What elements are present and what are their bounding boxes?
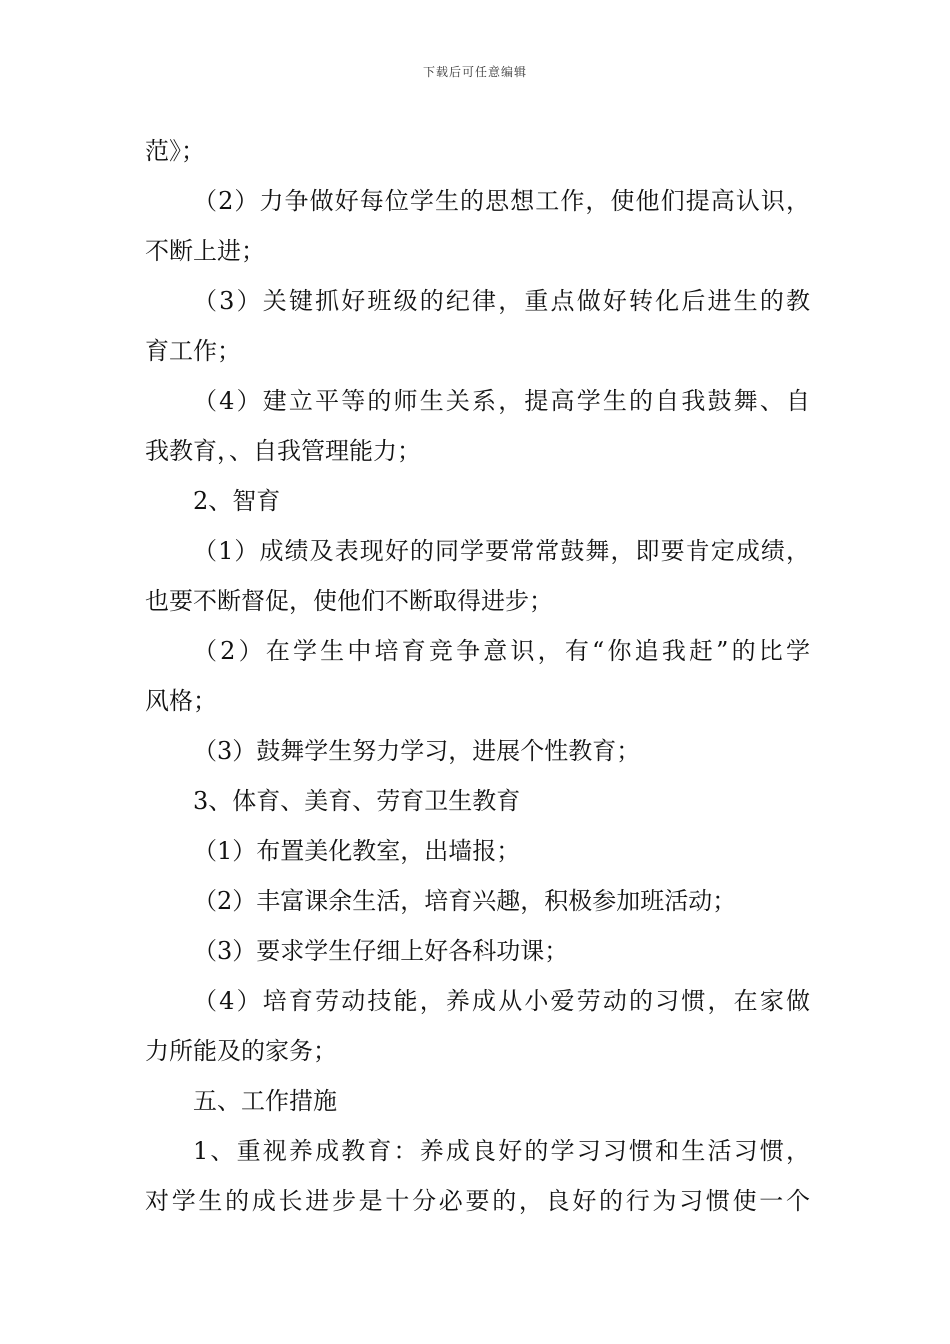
paragraph-line: （3）鼓舞学生努力学习，进展个性教育； (193, 737, 641, 765)
paragraph-line: （1）布置美化教室，出墙报； (193, 837, 521, 865)
section-heading: 五、工作措施 (193, 1087, 337, 1115)
paragraph-line: 风格； (145, 687, 217, 715)
paragraph-line: 1、重视养成教育：养成良好的学习习惯和生活习惯， (193, 1137, 810, 1165)
page-header: 下载后可任意编辑 (422, 65, 527, 79)
paragraph-line: 不断上进； (145, 237, 265, 265)
paragraph-line: （2）在学生中培育竞争意识，有“你追我赶”的比学 (193, 637, 810, 665)
paragraph-line: 也要不断督促，使他们不断取得进步； (145, 587, 553, 615)
paragraph-line: 力所能及的家务； (145, 1037, 337, 1065)
paragraph-line: （1）成绩及表现好的同学要常常鼓舞，即要肯定成绩， (193, 537, 810, 565)
paragraph-line: （3）要求学生仔细上好各科功课； (193, 937, 569, 965)
paragraph-line: 我教育，、自我管理能力； (145, 437, 421, 465)
paragraph-line: 范》； (145, 137, 205, 165)
paragraph-line: 对学生的成长进步是十分必要的，良好的行为习惯使一个 (145, 1187, 810, 1215)
paragraph-line: 育工作； (145, 337, 241, 365)
section-heading: 3、体育、美育、劳育卫生教育 (193, 787, 521, 815)
paragraph-line: （2）力争做好每位学生的思想工作，使他们提高认识， (193, 187, 810, 215)
paragraph-line: （3）关键抓好班级的纪律，重点做好转化后进生的教 (193, 287, 810, 315)
section-heading: 2、智育 (193, 487, 281, 515)
document-body (145, 126, 810, 1226)
paragraph-line: （4）培育劳动技能，养成从小爱劳动的习惯，在家做 (193, 987, 810, 1015)
paragraph-line: （2）丰富课余生活，培育兴趣，积极参加班活动； (193, 887, 737, 915)
paragraph-line: （4）建立平等的师生关系，提高学生的自我鼓舞、自 (193, 387, 810, 415)
